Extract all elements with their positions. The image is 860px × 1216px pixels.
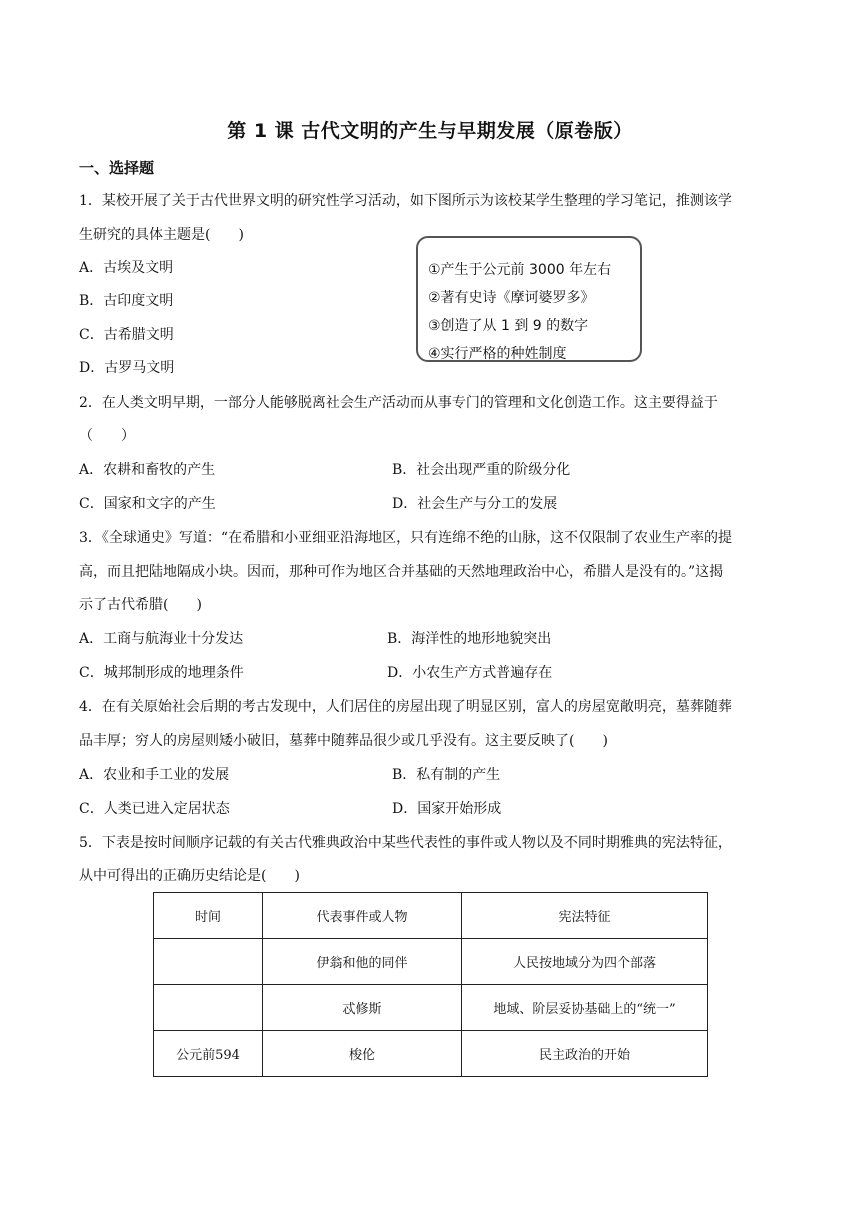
table-cell: 伊翁和他的同伴 [263, 939, 462, 985]
note-item-4: ④实行严格的种姓制度 [428, 346, 567, 362]
page-title: 第 1 课 古代文明的产生与早期发展（原卷版） [227, 120, 633, 142]
q2-option-a: A．农耕和畜牧的产生 [79, 462, 216, 478]
q2-text-line-1: 2．在人类文明早期，一部分人能够脱离社会生产活动而从事专门的管理和文化创造工作。这主要得益于 [79, 395, 718, 411]
q2-option-b: B．社会出现严重的阶级分化 [392, 462, 571, 478]
q5-text-line-2: 从中可得出的正确历史结论是( ) [79, 868, 300, 884]
q3-text-line-1: 3．《全球通史》写道：“在希腊和小亚细亚沿海地区，只有连绵不绝的山脉，这不仅限制了农业生产率的提 [79, 530, 733, 546]
table-row [154, 985, 708, 1031]
table-cell: 民主政治的开始 [462, 1031, 708, 1077]
q1-option-c: C．古希腊文明 [79, 327, 174, 343]
q3-option-b: B．海洋性的地形地貌突出 [387, 631, 552, 647]
q2-option-d: D．社会生产与分工的发展 [392, 496, 558, 512]
table-header-cell: 代表事件或人物 [263, 893, 462, 939]
q1-text-line-1: 1．某校开展了关于古代世界文明的研究性学习活动，如下图所示为该校某学生整理的学习笔记，推测该学 [79, 193, 732, 209]
q3-option-a: A．工商与航海业十分发达 [79, 631, 244, 647]
table-header-cell: 时间 [154, 893, 263, 939]
q3-option-d: D．小农生产方式普遍存在 [387, 665, 553, 681]
q4-text-line-1: 4．在有关原始社会后期的考古发现中，人们居住的房屋出现了明显区别，富人的房屋宽敞明亮，墓葬随葬 [79, 699, 732, 715]
q2-option-c: C．国家和文字的产生 [79, 496, 216, 512]
q2-text-line-2: （ ） [79, 428, 135, 444]
table-row [154, 939, 708, 985]
table-cell: 公元前594 [154, 1031, 263, 1077]
q1-option-b: B．古印度文明 [79, 293, 174, 309]
q5-text-line-1: 5．下表是按时间顺序记载的有关古代雅典政治中某些代表性的事件或人物以及不同时期雅典的宪法特征， [79, 835, 732, 851]
note-item-1: ①产生于公元前 3000 年左右 [428, 262, 612, 278]
study-note-box [416, 236, 642, 362]
q4-option-c: C．人类已进入定居状态 [79, 801, 230, 817]
table-cell: 人民按地域分为四个部落 [462, 939, 708, 985]
section-heading: 一、选择题 [79, 159, 155, 177]
note-item-2: ②著有史诗《摩诃婆罗多》 [428, 290, 595, 306]
q3-text-line-3: 示了古代希腊( ) [79, 597, 202, 613]
table-cell [154, 939, 263, 985]
history-table [153, 892, 708, 1077]
note-item-3: ③创造了从 1 到 9 的数字 [428, 318, 589, 334]
q3-text-line-2: 高，而且把陆地隔成小块。因而，那种可作为地区合并基础的天然地理政治中心，希腊人是没有的。”这揭 [79, 564, 724, 580]
q4-option-d: D．国家开始形成 [392, 801, 502, 817]
table-row [154, 1031, 708, 1077]
q3-option-c: C．城邦制形成的地理条件 [79, 665, 244, 681]
q4-option-a: A．农业和手工业的发展 [79, 767, 230, 783]
q4-text-line-2: 品丰厚；穷人的房屋则矮小破旧，墓葬中随葬品很少或几乎没有。这主要反映了( ) [79, 733, 608, 749]
table-cell: 梭伦 [263, 1031, 462, 1077]
table-cell: 忒修斯 [263, 985, 462, 1031]
table-header-row [154, 893, 708, 939]
table-cell: 地域、阶层妥协基础上的“统一” [462, 985, 708, 1031]
q1-text-line-2: 生研究的具体主题是( ) [79, 227, 244, 243]
q4-option-b: B．私有制的产生 [392, 767, 501, 783]
table-cell [154, 985, 263, 1031]
table-header-cell: 宪法特征 [462, 893, 708, 939]
q1-option-a: A．古埃及文明 [79, 260, 174, 276]
q1-option-d: D．古罗马文明 [79, 360, 175, 376]
